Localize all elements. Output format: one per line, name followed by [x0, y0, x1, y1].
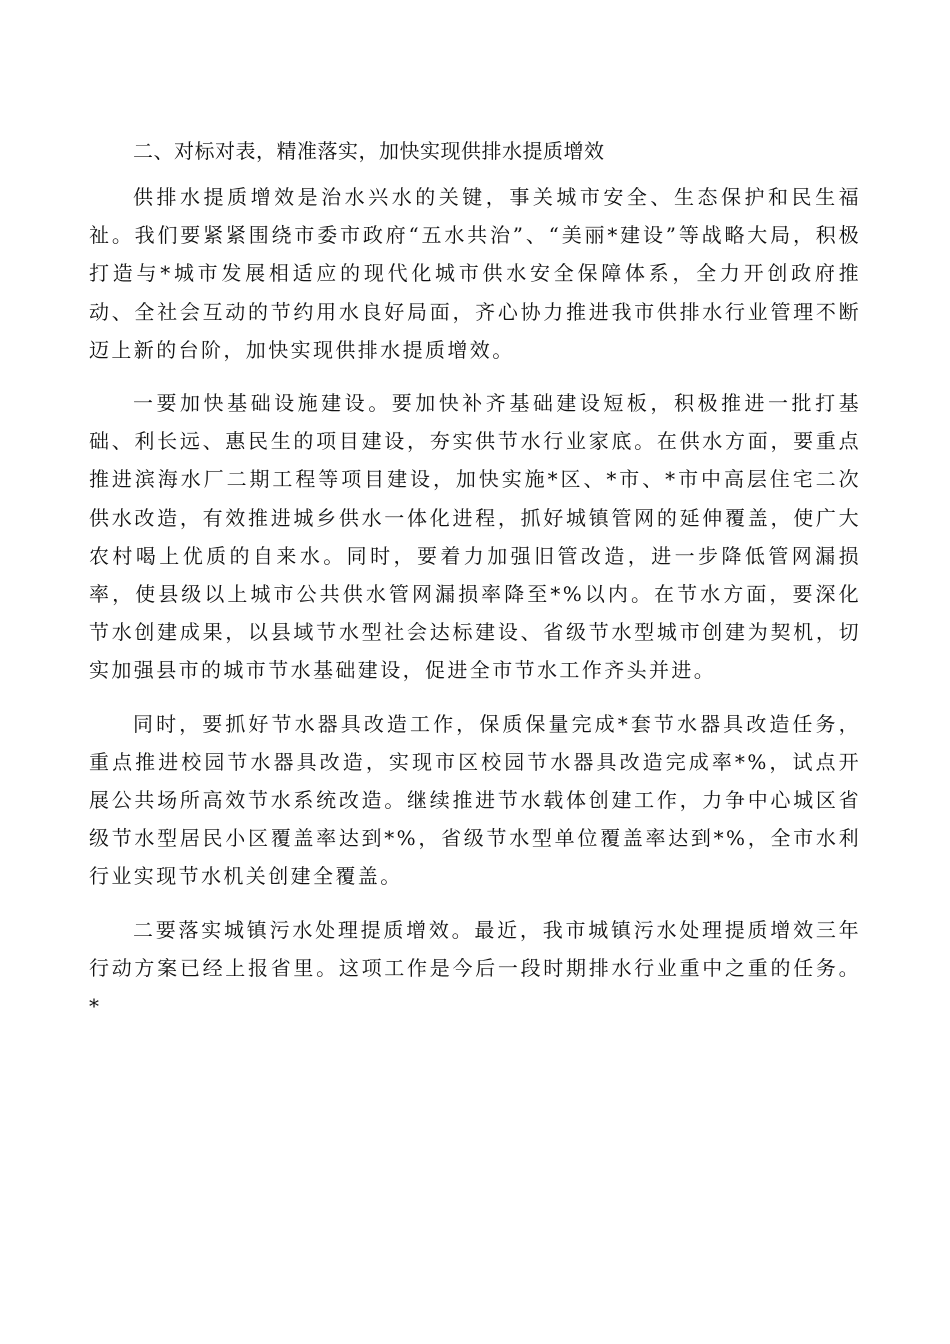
paragraph-sewage: 二要落实城镇污水处理提质增效。最近，我市城镇污水处理提质增效三年行动方案已经上报省里。这项工作是今后一段时期排水行业重中之重的任务。*	[89, 917, 861, 1019]
section-heading: 二、对标对表，精准落实，加快实现供排水提质增效	[133, 139, 605, 163]
paragraph-infrastructure: 一要加快基础设施建设。要加快补齐基础建设短板，积极推进一批打基础、利长远、惠民生的项目建设，夯实供节水行业家底。在供水方面，要重点推进滨海水厂二期工程等项目建设，加快实施*区、*市、*市中高层住宅二次供水改造，有效推进城乡供水一体化进程，抓好城镇管网的延伸覆盖，使广大农村喝上优质的自来水。同时，要着力加强旧管改造，进一步降低管网漏损率，使县级以上城市公共供水管网漏损率降至*%以内。在节水方面，要深化节水创建成果，以县域节水型社会达标建设、省级节水型城市创建为契机，切实加强县市的城市节水基础建设，促进全市节水工作齐头并进。	[89, 391, 861, 683]
paragraph-intro: 供排水提质增效是治水兴水的关键，事关城市安全、生态保护和民生福祉。我们要紧紧围绕市委市政府“五水共治”、“美丽*建设”等战略大局，积极打造与*城市发展相适应的现代化城市供水安全保障体系，全力开创政府推动、全社会互动的节约用水良好局面，齐心协力推进我市供排水行业管理不断迈上新的台阶，加快实现供排水提质增效。	[89, 185, 861, 362]
paragraph-water-saving: 同时，要抓好节水器具改造工作，保质保量完成*套节水器具改造任务，重点推进校园节水器具改造，实现市区校园节水器具改造完成率*%，试点开展公共场所高效节水系统改造。继续推进节水载体创建工作，力争中心城区省级节水型居民小区覆盖率达到*%，省级节水型单位覆盖率达到*%，全市水利行业实现节水机关创建全覆盖。	[89, 711, 861, 889]
document-page	[89, 132, 861, 1040]
